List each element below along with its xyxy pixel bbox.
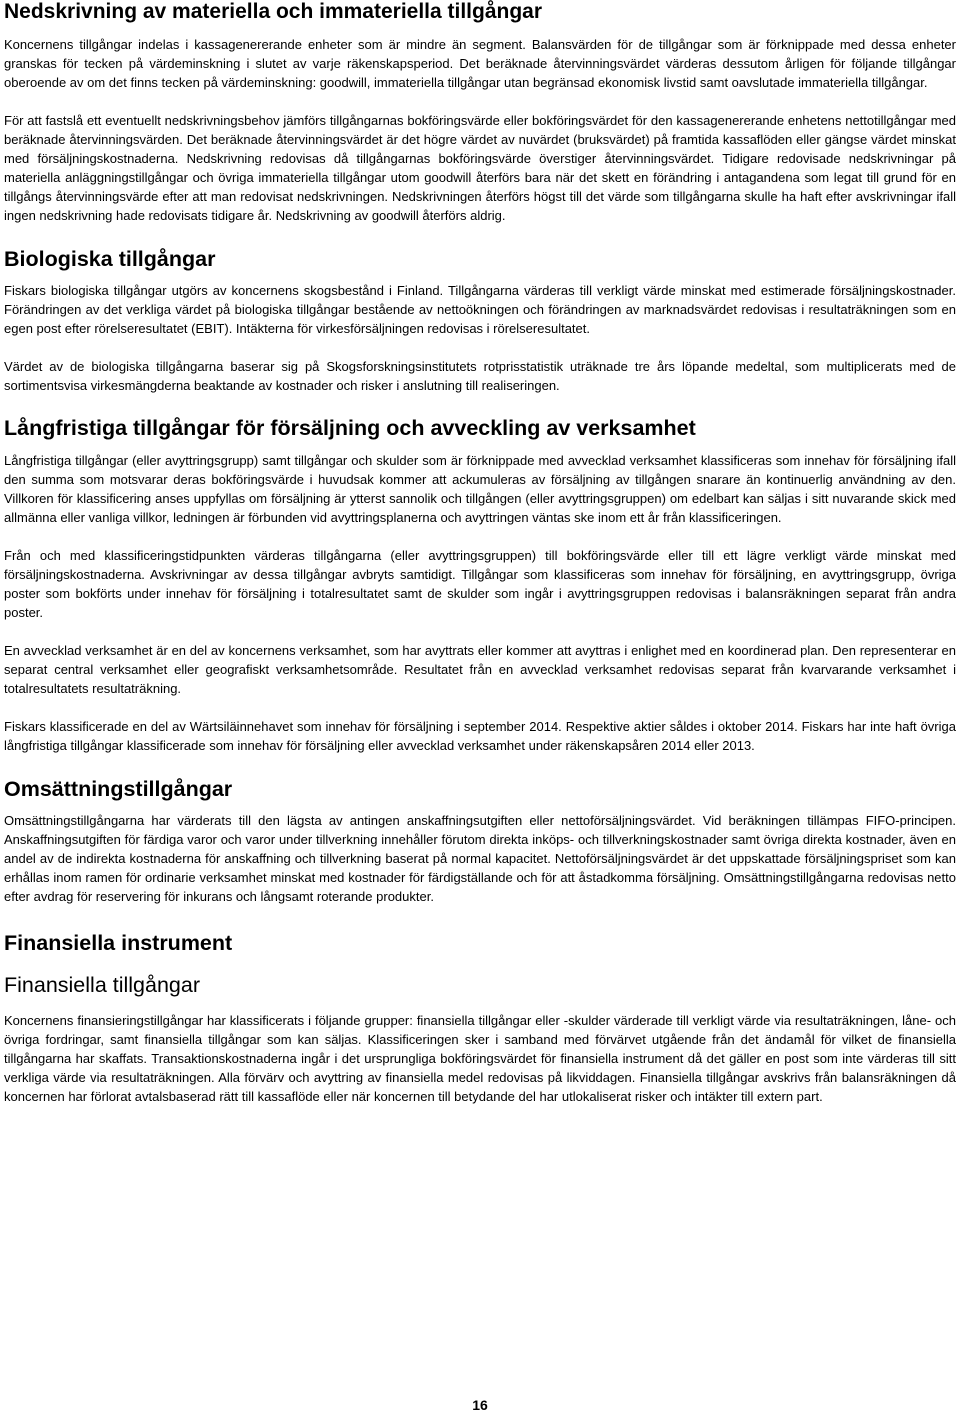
section-heading-impairment: Nedskrivning av materiella och immateriella tillgångar — [4, 0, 543, 23]
section-heading-assets-held-for-sale: Långfristiga tillgångar för försäljning och avveckling av verksamhet — [4, 416, 696, 440]
paragraph: Långfristiga tillgångar (eller avyttringsgrupp) samt tillgångar och skulder som är förknippade med avvecklad verksamhet klassificeras som innehav för försäljning ifall den summa som motsvarar deras bokföringsvärde i huvudsak kommer att ackumuleras av försäljning av tillgången snarare än kontinuerlig användning av den. Villkoren för klassificering anses uppfyllas om försäljning är ytterst sannolik och tillgången (eller avyttringsgruppen) om edelbart kan säljas i sitt nuvarande skick med allmänna eller vanliga villkor, ledningen är förbunden vid avyttringsplanerna och avyttringen väntas ske inom ett år från klassificeringen. — [4, 453, 956, 525]
section-heading-inventories: Omsättningstillgångar — [4, 777, 233, 801]
paragraph: Koncernens finansieringstillgångar har klassificerats i följande grupper: finansiella tillgångar eller -skulder värderade till verkligt värde via resultaträkningen, låne- och övriga fordringar, samt finansiella tillgångar som kan säljas. Klassificeringen sker i samband med förvärvet utgående från det ändamål för vilket de finansiella tillgångarna har skaffats. Transaktionskostnaderna ingår i det ursprungliga bokföringsvärdet för finansiella instrument då det gäller en post som inte värderas till sitt verkliga värde via resultaträkningen. Alla förvärv och avyttring av finansiella medel redovisas på likviddagen. Finansiella tillgångar avskrivs från balansräkningen då koncernen har förlorat avtalsbaserad rätt till kassaflöde eller när koncernen till betydande del har utlokaliserat risker och intäkter till extern part. — [4, 1013, 956, 1104]
paragraph: Fiskars biologiska tillgångar utgörs av koncernens skogsbestånd i Finland. Tillgångarna värderas till verkligt värde minskat med estimerade försäljningskostnader. Förändringen av det verkliga värdet på biologiska tillgångar bestående av nettoökningen och förändringen av marknadsvärdet redovisas i resultaträkningen som en egen post efter rörelseresultatet (EBIT). Intäkterna för virkesförsäljningen redovisas i rörelseresultatet. — [4, 283, 956, 336]
paragraph: Från och med klassificeringstidpunkten värderas tillgångarna (eller avyttringsgruppen) till bokföringsvärde eller till ett lägre verkligt värde minskat med försäljningskostnaderna. Avskrivningar av dessa tillgångar avbryts samtidigt. Tillgångar som klassificeras som innehav för försäljning, en avyttringsgrupp, övriga poster som bokförts under innehav för försäljning i totalresultatet samt de skulder som ingår i avyttringsgruppen redovisas i balansräkningen separat från andra poster. — [4, 548, 956, 620]
paragraph: Omsättningstillgångarna har värderats till den lägsta av antingen anskaffningsutgiften eller nettoförsäljningsvärdet. Vid beräkningen tillämpas FIFO-principen. Anskaffningsutgiften för färdiga varor och varor under tillverkning innehåller förutom direkta inköps- och tillverkningskostnader samt övriga direkta kostnader, även en andel av de indirekta kostnaderna för anskaffning och tillverkning baserat på normal kapacitet. Nettoförsäljningsvärdet är det uppskattade försäljningspriset som kan erhållas inom ramen för ordinarie verksamhet minskat med kostnader för färdigställande och för att åstadkomma försäljning. Omsättningstillgångarna redovisas netto efter avdrag för reservering för inkurans och långsamt roterande produkter. — [4, 813, 956, 904]
paragraph: Värdet av de biologiska tillgångarna baserar sig på Skogsforskningsinstitutets rotprisstatistik uträknade tre års löpande medeltal, som multiplicerats med de sortimentsvisa virkesmängderna beaktande av kostnader och risker i anslutning till realiseringen. — [4, 359, 956, 393]
paragraph: En avvecklad verksamhet är en del av koncernens verksamhet, som har avyttrats eller kommer att avyttras i enlighet med en koordinerad plan. Den representerar en separat central verksamhet eller geografiskt verksamhetsområde. Resultatet från en avvecklad verksamhet redovisas separat från kvarvarande verksamhet i totalresultatets resultaträkning. — [4, 643, 956, 696]
paragraph: För att fastslå ett eventuellt nedskrivningsbehov jämförs tillgångarnas bokföringsvärde eller bokföringsvärdet för den kassagenererande enhetens nettotillgångar med beräknade återvinningsvärden. Det beräknade återvinningsvärdet är det högre värdet av nuvärdet (bruksvärdet) på framtida kassaflöden eller gängse värdet minskat med försäljningskostnaderna. Nedskrivning redovisas då tillgångarnas bokföringsvärde överstiger återvinningsvärdet. Tidigare redovisade nedskrivningar på materiella anläggningstillgångar och övriga immateriella tillgångar utom goodwill återförs bara när det skett en förändring i antagandena som legat till grund för en tillgångs återvinningsvärde efter att man redovisat nedskrivningen. Nedskrivningen återförs högst till det värde som tillgångarna skulle ha haft efter avskrivningar ifall ingen nedskrivning hade redovisats tidigare år. Nedskrivning av goodwill återförs aldrig. — [4, 113, 956, 223]
document-page — [4, 0, 956, 1106]
section-heading-financial-instruments: Finansiella instrument — [4, 931, 233, 955]
paragraph: Fiskars klassificerade en del av Wärtsiläinnehavet som innehav för försäljning i september 2014. Respektive aktier såldes i oktober 2014. Fiskars har inte haft övriga långfristiga tillgångar klassificerade som innehav för försäljning eller avvecklad verksamhet under räkenskapsåren 2014 eller 2013. — [4, 719, 956, 753]
page-number: 16 — [472, 1397, 488, 1413]
paragraph: Koncernens tillgångar indelas i kassagenererande enheter som är mindre än segment. Balansvärden för de tillgångar som är förknippade med dessa enheter granskas för tecken på värdeminskning i slutet av varje räkenskapsperiod. Det beräknade återvinningsvärdet värderas dessutom årligen för följande tillgångar oberoende av om det finns tecken på värdeminskning: goodwill, immateriella tillgångar utan begränsad ekonomisk livstid samt oavslutade immateriella tillgångar. — [4, 37, 956, 90]
section-heading-biological-assets: Biologiska tillgångar — [4, 247, 216, 271]
subsection-heading-financial-assets: Finansiella tillgångar — [4, 973, 200, 997]
